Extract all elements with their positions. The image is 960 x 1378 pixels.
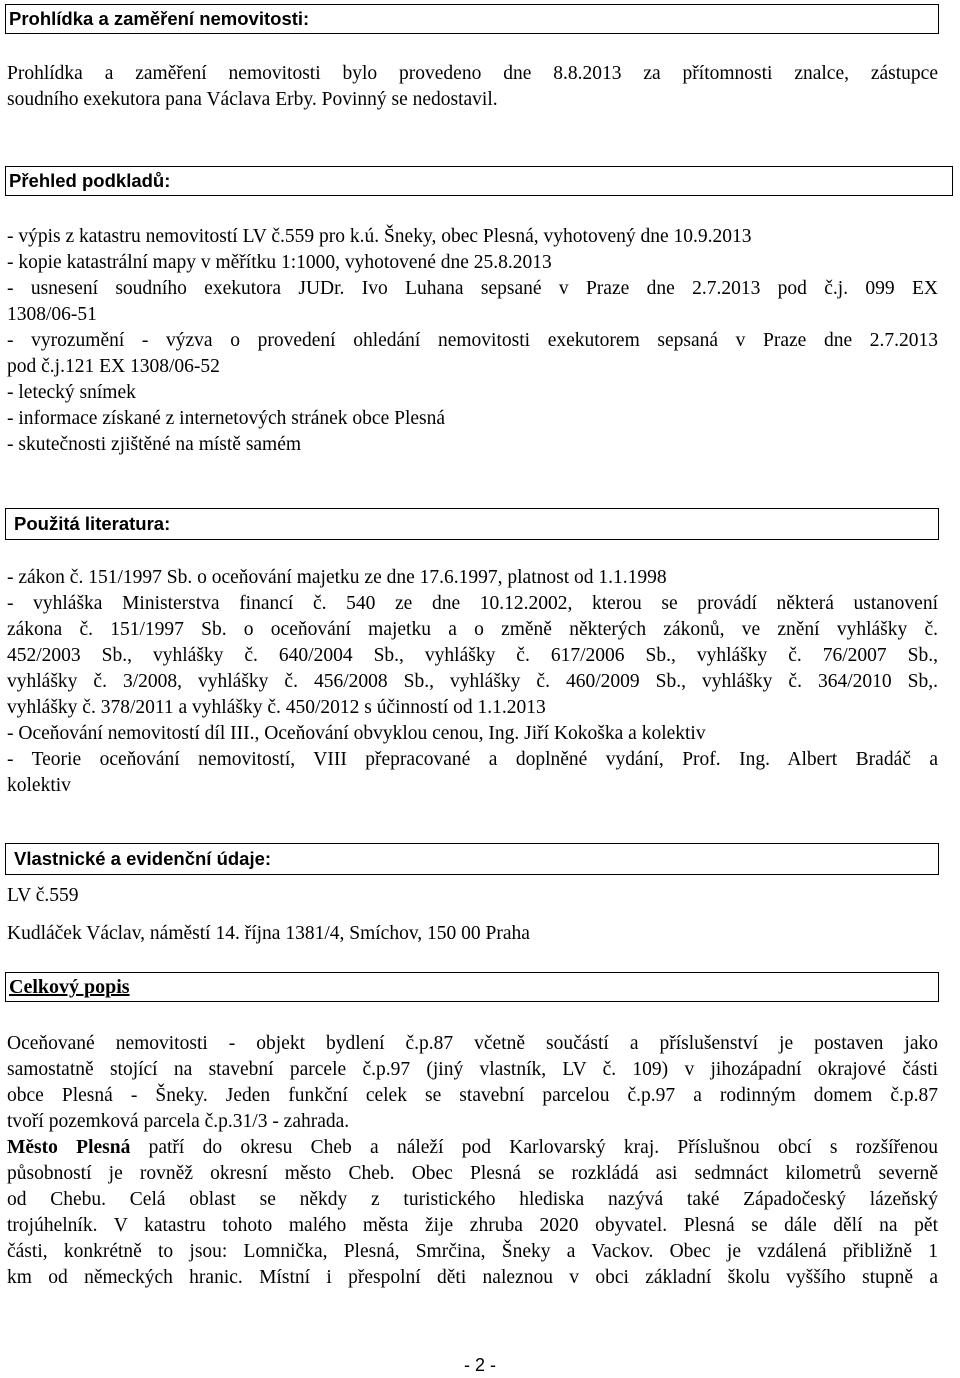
text-line: vyhlášky č. 3/2008, vyhlášky č. 456/2008 Sb., vyhlášky č. 460/2009 Sb., vyhlášky č. 364/2010 Sb,. [7, 671, 938, 692]
ownership-info [7, 883, 938, 909]
list-item: 1308/06-51 [7, 304, 97, 325]
literature-list [7, 565, 938, 799]
list-item: - skutečnosti zjištěné na místě samém [7, 434, 302, 455]
list-item: - Teorie oceňování nemovitostí, VIII přepracované a doplněné vydání, Prof. Ing. Albert Bradáč a [7, 749, 938, 770]
text-line: od Chebu. Celá oblast se někdy z turistického hlediska nazývá také Západočeský lázeňský [7, 1189, 938, 1210]
text-line: obce Plesná - Šneky. Jeden funkční celek se stavební parcelou č.p.97 a rodinným domem č.p.87 [7, 1085, 938, 1106]
heading-text: Celkový popis [9, 976, 130, 998]
text-line: Oceňované nemovitosti - objekt bydlení č.p.87 včetně součástí a příslušenství je postaven jako [7, 1033, 938, 1054]
list-item: - výpis z katastru nemovitostí LV č.559 pro k.ú. Šneky, obec Plesná, vyhotovený dne 10.9.2013 [7, 226, 752, 247]
list-item: - Oceňování nemovitostí díl III., Oceňování obvyklou cenou, Ing. Jiří Kokoška a kolektiv [7, 723, 706, 744]
text-line [7, 1135, 938, 1161]
heading-text: Vlastnické a evidenční údaje: [14, 848, 272, 869]
list-item: - vyhláška Ministerstva financí č. 540 ze dne 10.12.2002, kterou se provádí některá ustanovení [7, 593, 938, 614]
inspection-paragraph [7, 61, 938, 113]
text-line: trojúhelník. V katastru tohoto malého města žije zhruba 2020 obyvatel. Plesná se dále dělí na pět [7, 1215, 938, 1236]
text-line: 452/2003 Sb., vyhlášky č. 640/2004 Sb., vyhlášky č. 617/2006 Sb., vyhlášky č. 76/2007 Sb., [7, 645, 938, 666]
owner-text: Kudláček Václav, náměstí 14. října 1381/4, Smíchov, 150 00 Praha [7, 923, 530, 944]
ownership-owner [7, 921, 938, 947]
section-heading-documents [5, 166, 953, 196]
text-fragment: patří do okresu Cheb a náleží pod Karlovarský kraj. Příslušnou obcí s rozšířenou [130, 1137, 938, 1158]
text-line: samostatně stojící na stavební parcele č.p.97 (jiný vlastník, LV č. 109) v jihozápadní okrajové části [7, 1059, 938, 1080]
list-item: - zákon č. 151/1997 Sb. o oceňování majetku ze dne 17.6.1997, platnost od 1.1.1998 [7, 567, 667, 588]
description-paragraph-2 [7, 1135, 938, 1291]
list-item: pod č.j.121 EX 1308/06-52 [7, 356, 220, 377]
bold-phrase: Město Plesná [7, 1137, 131, 1158]
section-heading-inspection [5, 4, 939, 34]
text-line: zákona č. 151/1997 Sb. o oceňování majetku a o změně některých zákonů, ve znění vyhlášky č. [7, 619, 938, 640]
list-item: - informace získané z internetových stránek obce Plesná [7, 408, 446, 429]
heading-text: Prohlídka a zaměření nemovitosti: [9, 8, 310, 29]
text-line: Prohlídka a zaměření nemovitosti bylo provedeno dne 8.8.2013 za přítomnosti znalce, zástupce [7, 63, 938, 84]
lv-number: LV č.559 [7, 885, 79, 906]
list-item: - letecký snímek [7, 382, 136, 403]
text-line: působností je rovněž okresní město Cheb. Obec Plesná se rozkládá asi sedmnáct kilometrů severně [7, 1163, 938, 1184]
section-heading-description [5, 972, 939, 1002]
heading-text: Přehled podkladů: [9, 170, 171, 191]
list-item: - kopie katastrální mapy v měřítku 1:1000, vyhotovené dne 25.8.2013 [7, 252, 552, 273]
section-heading-literature [5, 508, 939, 540]
description-paragraph-1 [7, 1031, 938, 1135]
text-line: tvoří pozemková parcela č.p.31/3 - zahrada. [7, 1111, 350, 1132]
list-item: - vyrozumění - výzva o provedení ohledání nemovitosti exekutorem sepsaná v Praze dne 2.7.2013 [7, 330, 938, 351]
text-line: vyhlášky č. 378/2011 a vyhlášky č. 450/2012 s účinností od 1.1.2013 [7, 697, 546, 718]
documents-list [7, 224, 938, 458]
page-number: - 2 - [463, 1355, 496, 1375]
text-line: kolektiv [7, 775, 71, 796]
text-line: soudního exekutora pana Václava Erby. Povinný se nedostavil. [7, 89, 498, 110]
text-line: km od německých hranic. Místní i přespolní děti naleznou v obci základní školu vyššího stupně a [7, 1267, 938, 1288]
heading-text: Použitá literatura: [14, 513, 171, 534]
list-item: - usnesení soudního exekutora JUDr. Ivo Luhana sepsané v Praze dne 2.7.2013 pod č.j. 099 EX [7, 278, 938, 299]
text-line: části, konkrétně to jsou: Lomnička, Plesná, Smrčina, Šneky a Vackov. Obec je vzdálená přibližně 1 [7, 1241, 938, 1262]
section-heading-ownership [5, 843, 939, 875]
